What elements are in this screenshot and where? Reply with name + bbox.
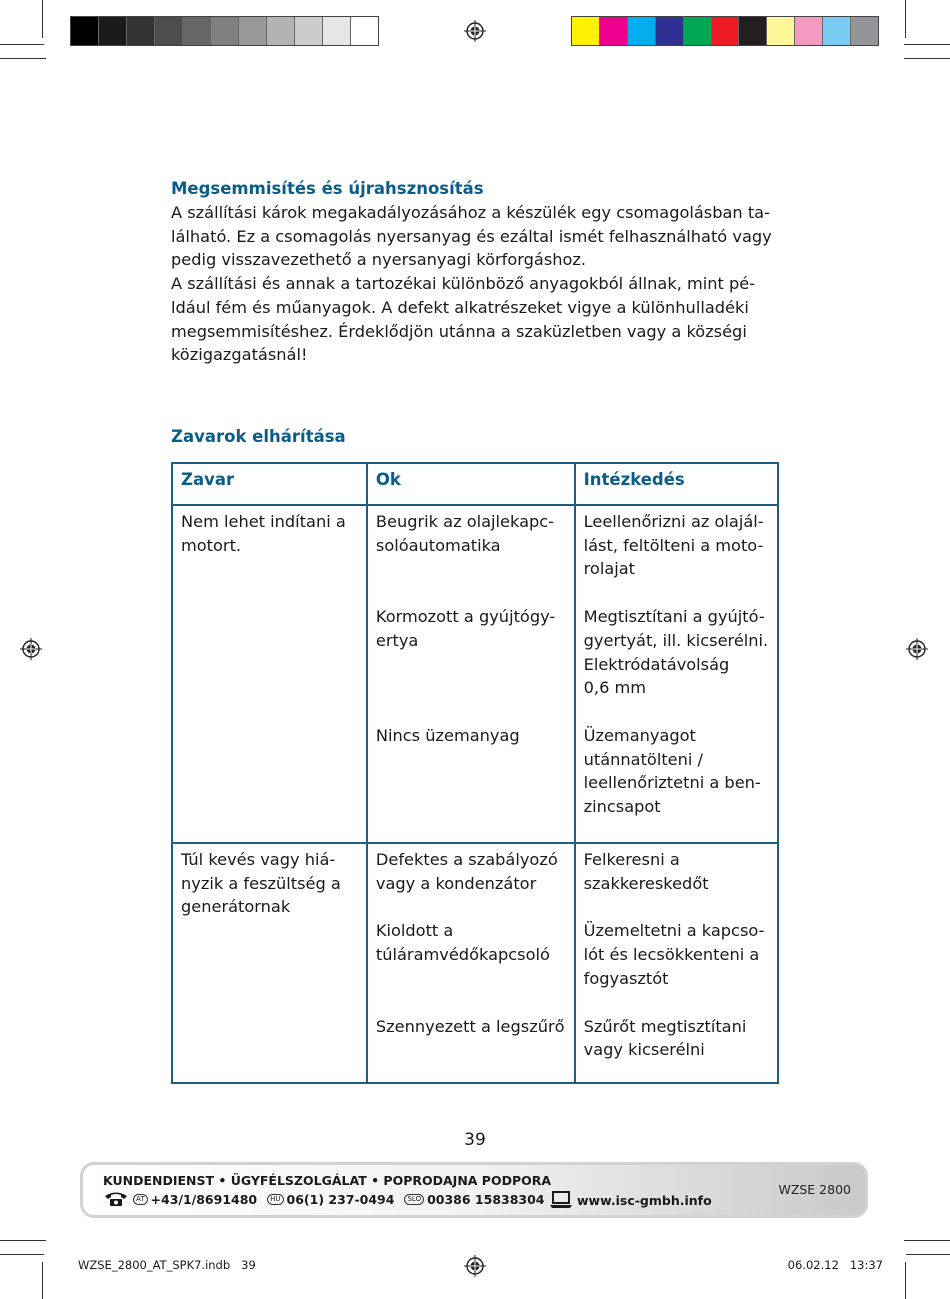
page-number: 39 [464, 1130, 486, 1150]
cause-text: Kioldott a túláramvédőkapcsoló [375, 921, 550, 965]
troubleshooting-table [171, 462, 779, 1084]
country-badge: AT [133, 1194, 148, 1205]
action-text: Üzemanyagot utánnatölteni / leellenőriztetni a ben- zincsapot [583, 725, 761, 817]
website [549, 1191, 712, 1209]
gray-swatch [239, 17, 267, 45]
gray-swatch [323, 17, 351, 45]
gray-swatch [155, 17, 183, 45]
disposal-section [171, 178, 781, 367]
fault-text: Túl kevés vagy hiá- nyzik a feszültség a generátornak [181, 850, 341, 917]
table-row [172, 505, 778, 843]
color-swatch [628, 17, 656, 45]
color-swatch [795, 17, 823, 45]
color-swatch [600, 17, 628, 45]
color-swatch [823, 17, 851, 45]
registration-mark-icon [906, 638, 928, 660]
phone-line [103, 1191, 545, 1207]
crop-mark [905, 1262, 906, 1299]
header-fault: Zavar [172, 463, 367, 505]
color-calibration-bar [571, 16, 879, 46]
website-url[interactable]: www.isc-gmbh.info [577, 1192, 712, 1208]
color-swatch [712, 17, 740, 45]
color-swatch [851, 17, 878, 45]
fault-cell [172, 505, 367, 843]
action-text: Felkeresni a szakkereskedőt [583, 850, 709, 893]
header-cause: Ok [367, 463, 575, 505]
registration-mark-icon [20, 638, 42, 660]
gray-swatch [71, 17, 99, 45]
crop-mark [0, 1254, 44, 1255]
gray-swatch [211, 17, 239, 45]
color-swatch [767, 17, 795, 45]
header-action: Intézkedés [575, 463, 778, 505]
phone-slo: 00386 15838304 [427, 1191, 545, 1207]
crop-mark [904, 1240, 950, 1241]
phone-at: +43/1/8691480 [150, 1191, 258, 1207]
crop-mark [0, 1240, 46, 1241]
gray-swatch [351, 17, 378, 45]
gray-swatch [295, 17, 323, 45]
table-header-row [172, 463, 778, 505]
action-text: Megtisztítani a gyújtó- gyertyát, ill. kicserélni. Elektródatávolság 0,6 mm [583, 607, 769, 698]
model-number: WZSE 2800 [778, 1182, 851, 1197]
crop-mark [42, 0, 43, 38]
country-badge: SLO [404, 1194, 424, 1205]
grayscale-calibration-bar [70, 16, 379, 46]
crop-mark [42, 1262, 43, 1299]
table-row [172, 843, 778, 1083]
action-text: Üzemeltetni a kapcso- lót és lecsökkenteni a fogyasztót [583, 921, 765, 988]
service-footer [80, 1162, 868, 1218]
country-badge: HU [267, 1194, 283, 1205]
registration-mark-icon [464, 20, 486, 42]
action-cell [575, 505, 778, 843]
gray-swatch [127, 17, 155, 45]
action-text: Leellenőrizni az olajál- lást, feltölteni a moto- rolajat [583, 512, 764, 579]
laptop-icon [549, 1191, 573, 1209]
cause-text: Szennyezett a legszűrő [375, 1016, 565, 1036]
disposal-text: A szállítási károk megakadályozásához a készülék egy csomagolásban ta- lálható. Ez a csomagolás nyersanyag és ezáltal ismét felhasználható vagy pedig visszavezethető a nyersanyagi körforgáshoz. A szállítási és annak a tartozékai különböző anyagokból állnak, mint pé- ldául fém és műanyagok. A defekt alkatrészeket vigye a különhulladéki megsemmisítéshez. Érdeklődjön utánna a szaküzletben vagy a községi közigazgatásnál! [171, 203, 772, 365]
gray-swatch [267, 17, 295, 45]
gray-swatch [99, 17, 127, 45]
crop-mark [904, 44, 950, 45]
cause-cell [367, 505, 575, 843]
crop-mark [906, 1254, 950, 1255]
gray-swatch [183, 17, 211, 45]
color-swatch [572, 17, 600, 45]
color-swatch [684, 17, 712, 45]
slug-datetime: 06.02.12 13:37 [787, 1258, 883, 1272]
fault-text: Nem lehet indítani a motort. [181, 512, 346, 555]
crop-mark [905, 0, 906, 38]
color-swatch [656, 17, 684, 45]
slug-file: WZSE_2800_AT_SPK7.indb 39 [78, 1258, 256, 1272]
cause-cell [367, 843, 575, 1083]
action-cell [575, 843, 778, 1083]
phone-hu: 06(1) 237-0494 [286, 1191, 395, 1207]
color-swatch [739, 17, 767, 45]
disposal-heading: Megsemmisítés és újrahsznosítás [171, 179, 484, 198]
troubleshooting-heading: Zavarok elhárítása [171, 427, 346, 446]
cause-text: Nincs üzemanyag [375, 725, 520, 745]
cause-text: Kormozott a gyújtógy- ertya [375, 607, 556, 651]
fault-cell [172, 843, 367, 1083]
crop-mark [0, 58, 46, 59]
crop-mark [0, 44, 44, 45]
service-line: KUNDENDIENST • ÜGYFÉLSZOLGÁLAT • POPRODAJNA PODPORA [103, 1173, 552, 1188]
cause-text: Beugrik az olajlekapc- solóautomatika [375, 512, 555, 555]
crop-mark [904, 58, 950, 59]
cause-text: Defektes a szabályozó vagy a kondenzátor [375, 850, 558, 893]
action-text: Szűrőt megtisztítani vagy kicserélni [583, 1016, 747, 1060]
registration-mark-icon [464, 1255, 486, 1277]
telephone-icon [103, 1191, 129, 1207]
